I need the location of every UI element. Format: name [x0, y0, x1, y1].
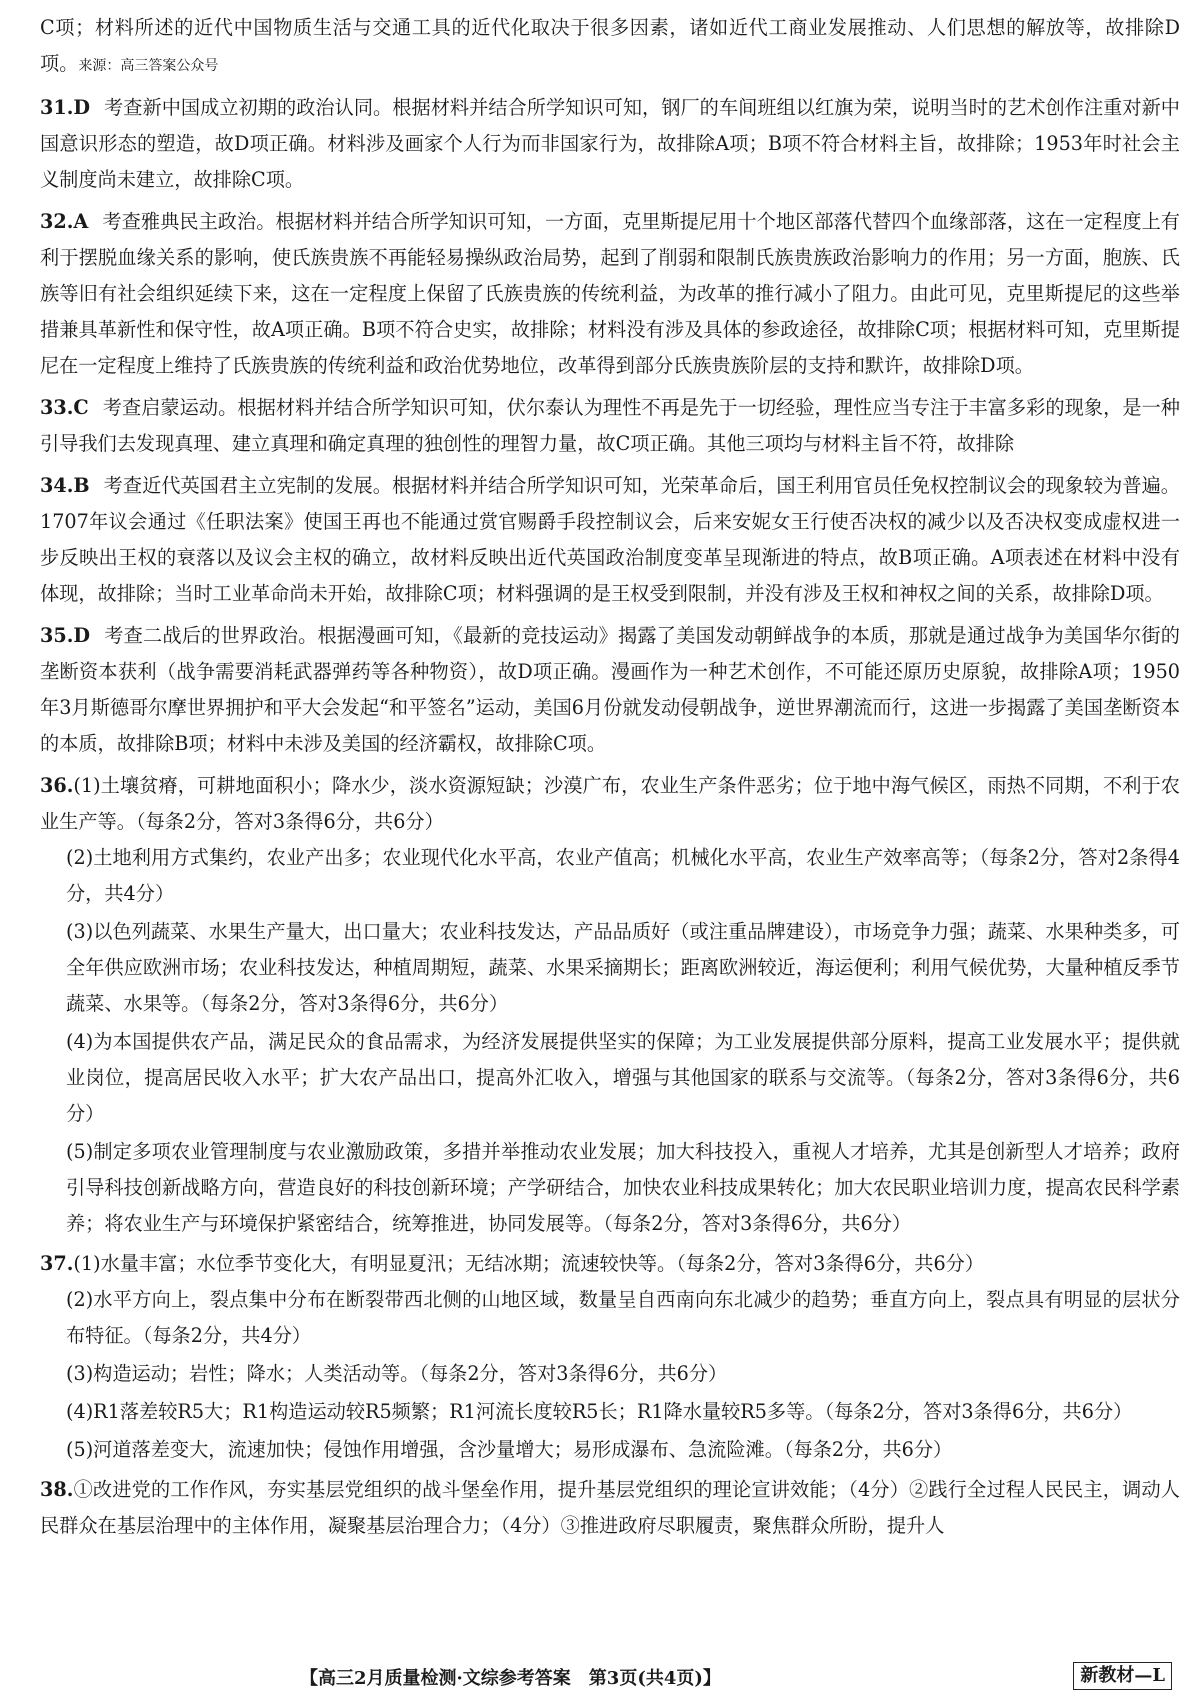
question-number: 36.	[40, 774, 74, 797]
q36-part-1-text: (1)土壤贫瘠，可耕地面积小；降水少，淡水资源短缺；沙漠广布，农业生产条件恶劣；位于地中海气候区，雨热不同期，不利于农业生产等。（每条2分，答对3条得6分，共6分）	[40, 774, 1180, 833]
answer-explanation: 考查二战后的世界政治。根据漫画可知，《最新的竞技运动》揭露了美国发动朝鲜战争的本质，那就是通过战争为美国华尔街的垄断资本获利（战争需要消耗武器弹药等各种物资），故D项正确。漫画作为一种艺术创作，不可能还原历史原貌，故排除A项；1950年3月斯德哥尔摩世界拥护和平大会发起“和平签名”运动，美国6月份就发动侵朝战争，逆世界潮流而行，这进一步揭露了美国垄断资本的本质，故排除B项；材料中未涉及美国的经济霸权，故排除C项。	[40, 624, 1180, 755]
q37-part-2: (2)水平方向上，裂点集中分布在断裂带西北侧的山地区域，数量呈自西南向东北减少的趋势；垂直方向上，裂点具有明显的层状分布特征。（每条2分，共4分）	[66, 1288, 1180, 1347]
answer-item-32	[40, 204, 1180, 384]
edition-badge: 新教材—L	[1073, 1662, 1172, 1690]
question-number: 38.	[40, 1478, 74, 1501]
answer-item-38	[40, 1472, 1180, 1544]
q37-part-4: (4)R1落差较R5大；R1构造运动较R5频繁；R1河流长度较R5长；R1降水量较R5多等。（每条2分，答对3条得6分，共6分）	[66, 1400, 1133, 1423]
answer-item-36	[40, 768, 1180, 1242]
q36-part-4: (4)为本国提供农产品，满足民众的食品需求，为经济发展提供坚实的保障；为工业发展提供部分原料，提高工业发展水平；提供就业岗位，提高居民收入水平；扩大农产品出口，提高外汇收入，增强与其他国家的联系与交流等。（每条2分，答对3条得6分，共6分）	[66, 1030, 1180, 1125]
question-number: 34.	[40, 474, 74, 497]
question-number: 37.	[40, 1252, 74, 1275]
question-number: 31.	[40, 96, 74, 119]
intro-text: C项；材料所述的近代中国物质生活与交通工具的近代化取决于很多因素，诸如近代工商业发展推动、人们思想的解放等，故排除D项。	[40, 16, 1180, 75]
q36-part-5: (5)制定多项农业管理制度与农业激励政策，多措并举推动农业发展；加大科技投入，重视人才培养，尤其是创新型人才培养；政府引导科技创新战略方向，营造良好的科技创新环境；产学研结合，加快农业科技成果转化；加大农民职业培训力度，提高农民科学素养；将农业生产与环境保护紧密结合，统筹推进，协同发展等。（每条2分，答对3条得6分，共6分）	[66, 1140, 1180, 1235]
answer-letter: A	[73, 210, 89, 233]
answer-explanation: 考查近代英国君主立宪制的发展。根据材料并结合所学知识可知，光荣革命后，国王利用官员任免权控制议会的现象较为普遍。1707年议会通过《任职法案》使国王再也不能通过赏官赐爵手段控制议会，后来安妮女王行使否决权的减少以及否决权变成虚权进一步反映出王权的衰落以及议会主权的确立，故材料反映出近代英国政治制度变革呈现渐进的特点，故B项正确。A项表述在材料中没有体现，故排除；当时工业革命尚未开始，故排除C项；材料强调的是王权受到限制，并没有涉及王权和神权之间的关系，故排除D项。	[40, 474, 1180, 605]
q37-part-1-text: (1)水量丰富；水位季节变化大，有明显夏汛；无结冰期；流速较快等。（每条2分，答对3条得6分，共6分）	[73, 1252, 985, 1275]
footer-title: 【高三2月质量检测·文综参考答案 第3页(共4页)】	[300, 1668, 721, 1689]
q36-part-2: (2)土地利用方式集约，农业产出多；农业现代化水平高，农业产值高；机械化水平高，农业生产效率高等；（每条2分，答对2条得4分，共4分）	[66, 846, 1180, 905]
q36-part-1	[40, 768, 1180, 840]
q36-part-3: (3)以色列蔬菜、水果生产量大，出口量大；农业科技发达，产品品质好（或注重品牌建设），市场竞争力强；蔬菜、水果种类多，可全年供应欧洲市场；农业科技发达，种植周期短，蔬菜、水果采摘期长；距离欧洲较近，海运便利；利用气候优势，大量种植反季节蔬菜、水果等。（每条2分，答对3条得6分，共6分）	[66, 920, 1180, 1015]
source-note: 来源：高三答案公众号	[78, 58, 219, 74]
answer-letter: B	[73, 474, 90, 497]
question-number: 33.	[40, 396, 74, 419]
answer-item-35	[40, 618, 1180, 762]
answer-page	[40, 10, 1180, 1550]
answer-letter: C	[73, 396, 89, 419]
q37-part-1	[40, 1246, 1180, 1282]
answer-explanation: 考查启蒙运动。根据材料并结合所学知识可知，伏尔泰认为理性不再是先于一切经验，理性应当专注于丰富多彩的现象，是一种引导我们去发现真理、建立真理和确定真理的独创性的理智力量，故C项正确。其他三项均与材料主旨不符，故排除	[40, 396, 1180, 455]
page-footer	[0, 1662, 1200, 1692]
q37-part-3: (3)构造运动；岩性；降水；人类活动等。（每条2分，答对3条得6分，共6分）	[66, 1362, 728, 1385]
question-number: 32.	[40, 210, 74, 233]
answer-explanation: 考查新中国成立初期的政治认同。根据材料并结合所学知识可知，钢厂的车间班组以红旗为荣，说明当时的艺术创作注重对新中国意识形态的塑造，故D项正确。材料涉及画家个人行为而非国家行为，故排除A项；B项不符合材料主旨，故排除；1953年时社会主义制度尚未建立，故排除C项。	[40, 96, 1180, 191]
question-number: 35.	[40, 624, 74, 647]
intro-paragraph	[40, 10, 1180, 84]
answer-item-34	[40, 468, 1180, 612]
q37-part-5: (5)河道落差变大，流速加快；侵蚀作用增强，含沙量增大；易形成瀑布、急流险滩。（每条2分，共6分）	[66, 1438, 953, 1461]
answer-letter: D	[73, 624, 91, 647]
answer-explanation: ①改进党的工作作风，夯实基层党组织的战斗堡垒作用，提升基层党组织的理论宣讲效能；（4分）②践行全过程人民民主，调动人民群众在基层治理中的主体作用，凝聚基层治理合力；（4分）③推进政府尽职履责，聚焦群众所盼，提升人	[40, 1478, 1180, 1537]
answer-item-33	[40, 390, 1180, 462]
answer-item-31	[40, 90, 1180, 198]
answer-explanation: 考查雅典民主政治。根据材料并结合所学知识可知，一方面，克里斯提尼用十个地区部落代替四个血缘部落，这在一定程度上有利于摆脱血缘关系的影响，使氏族贵族不再能轻易操纵政治局势，起到了削弱和限制氏族贵族政治影响力的作用；另一方面，胞族、氏族等旧有社会组织延续下来，这在一定程度上保留了氏族贵族的传统利益，为改革的推行减小了阻力。由此可见，克里斯提尼的这些举措兼具革新性和保守性，故A项正确。B项不符合史实，故排除；材料没有涉及具体的参政途径，故排除C项；根据材料可知，克里斯提尼在一定程度上维持了氏族贵族的传统利益和政治优势地位，改革得到部分氏族贵族阶层的支持和默许，故排除D项。	[40, 210, 1180, 377]
answer-letter: D	[73, 96, 91, 119]
answer-item-37	[40, 1246, 1180, 1468]
